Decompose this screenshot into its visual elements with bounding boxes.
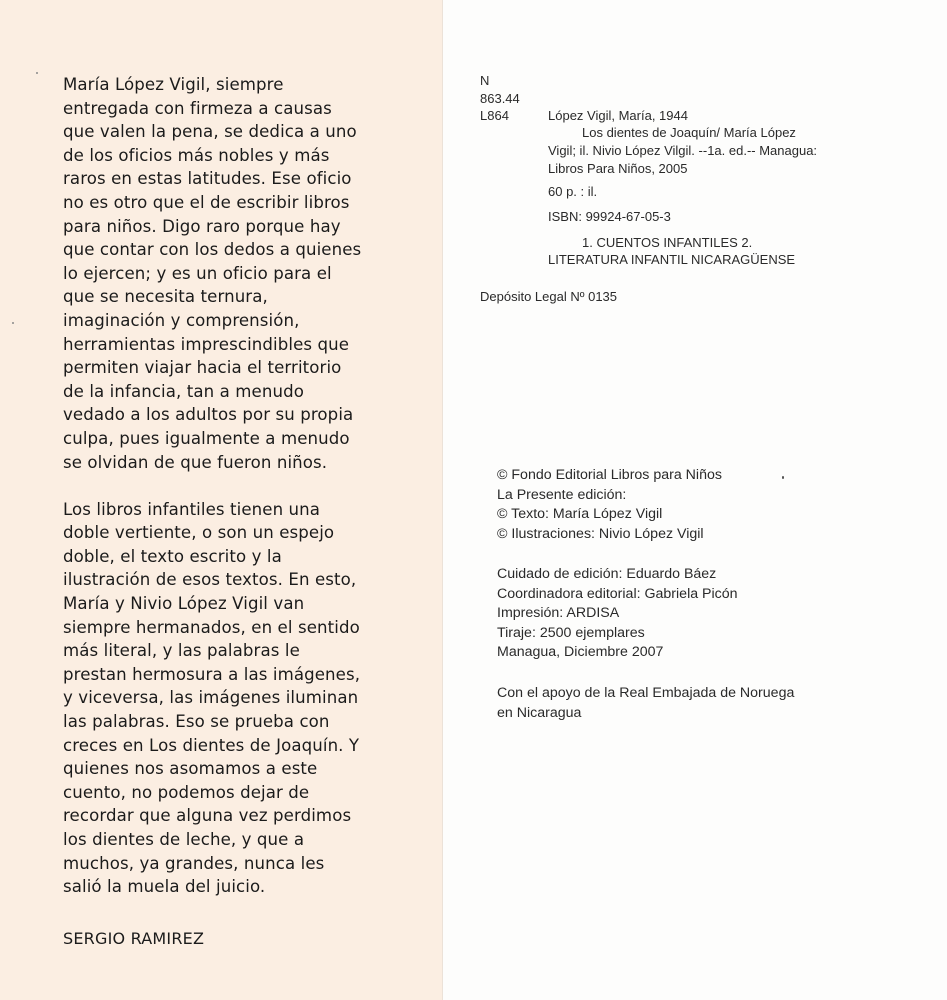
credit-line: Tiraje: 2500 ejemplares [497, 624, 645, 641]
text-line: raros en estas latitudes. Ese oficio [63, 169, 352, 189]
credit-line: Cuidado de edición: Eduardo Báez [497, 566, 717, 582]
text-line: imaginación y comprensión, [63, 310, 300, 330]
catalog-subject-line: 1. CUENTOS INFANTILES 2. [582, 235, 753, 250]
text-line: Los libros infantiles tienen una [63, 499, 321, 519]
text-line: herramientas imprescindibles que [63, 334, 350, 354]
text-line: doble, el texto escrito y la [63, 546, 282, 566]
text-line: María y Nivio López Vigil van [63, 593, 305, 613]
paper-speck [782, 476, 784, 479]
copyright-line: © Ilustraciones: Nivio López Vigil [497, 525, 704, 542]
text-line: entregada con firmeza a causas [63, 98, 332, 118]
text-line: prestan hermosura a las imágenes, [63, 664, 361, 684]
text-line: permiten viajar hacia el territorio [63, 358, 342, 378]
support-line: Con el apoyo de la Real Embajada de Noruega [497, 685, 795, 701]
text-line: de la infancia, tan a menudo [63, 381, 304, 401]
copyright-line: © Fondo Editorial Libros para Niños [497, 467, 722, 483]
text-line: se olvidan de que fueron niños. [63, 452, 328, 472]
text-line: y viceversa, las imágenes iluminan [63, 688, 359, 708]
copyright-line: © Texto: María López Vigil [497, 506, 663, 523]
text-line: que se necesita ternura, [63, 287, 268, 307]
text-line: muchos, ya grandes, nunca les [63, 853, 325, 873]
text-line: quienes nos asomamos a este [63, 759, 318, 779]
catalog-main-entry: López Vigil, María, 1944 [548, 108, 688, 123]
text-line: lo ejercen; y es un oficio para el [63, 263, 332, 283]
text-line: de los oficios más nobles y más [63, 145, 330, 165]
catalog-title-line: Vigil; il. Nivio López Vilgil. --1a. ed.-- Managua: [548, 143, 818, 158]
foreword-text [63, 73, 403, 922]
text-line: creces en Los dientes de Joaquín. Y [63, 735, 360, 755]
catalog-class-number: 863.44 [480, 91, 520, 106]
catalog-class-letter: N [480, 73, 490, 88]
text-line: cuento, no podemos dejar de [63, 782, 310, 802]
paper-speck [12, 322, 14, 324]
text-line: que contar con los dedos a quienes [63, 240, 362, 260]
support-line: en Nicaragua [497, 704, 582, 721]
credit-line: Impresión: ARDISA [497, 605, 620, 622]
catalog-title-line: Libros Para Niños, 2005 [548, 161, 688, 176]
text-line: los dientes de leche, y que a [63, 829, 305, 849]
left-page [0, 0, 443, 1000]
text-line: que valen la pena, se dedica a uno [63, 122, 357, 142]
catalog-pages: 60 p. : il. [548, 184, 598, 199]
text-line: ilustración de esos textos. En esto, [63, 570, 357, 590]
foreword-paragraph-1 [63, 73, 403, 474]
catalog-subject-line: LITERATURA INFANTIL NICARAGÜENSE [548, 252, 796, 267]
foreword-author: SERGIO RAMIREZ [63, 929, 205, 948]
text-line: para niños. Digo raro porque hay [63, 216, 341, 236]
text-line: recordar que alguna vez perdimos [63, 806, 352, 826]
catalog-cutter: L864 [480, 108, 509, 123]
legal-deposit: Depósito Legal Nº 0135 [480, 289, 618, 304]
production-credits [497, 565, 738, 663]
copyright-block [497, 466, 722, 544]
text-line: más literal, y las palabras le [63, 641, 300, 661]
text-line: siempre hermanados, en el sentido [63, 617, 360, 637]
catalog-title-line: Los dientes de Joaquín/ María López [582, 125, 796, 140]
credit-line: Coordinadora editorial: Gabriela Picón [497, 585, 738, 602]
text-line: culpa, pues igualmente a menudo [63, 428, 350, 448]
paper-speck [36, 72, 38, 74]
foreword-paragraph-2 [63, 498, 403, 899]
catalog-isbn: ISBN: 99924-67-05-3 [548, 209, 671, 224]
support-note [497, 684, 794, 723]
text-line: salió la muela del juicio. [63, 877, 266, 897]
credit-line: Managua, Diciembre 2007 [497, 644, 664, 661]
copyright-line: La Presente edición: [497, 486, 627, 503]
text-line: las palabras. Eso se prueba con [63, 711, 330, 731]
text-line: María López Vigil, siempre [63, 75, 284, 94]
text-line: doble vertiente, o son un espejo [63, 523, 335, 543]
text-line: no es otro que el de escribir libros [63, 192, 350, 212]
text-line: vedado a los adultos por su propia [63, 405, 354, 425]
